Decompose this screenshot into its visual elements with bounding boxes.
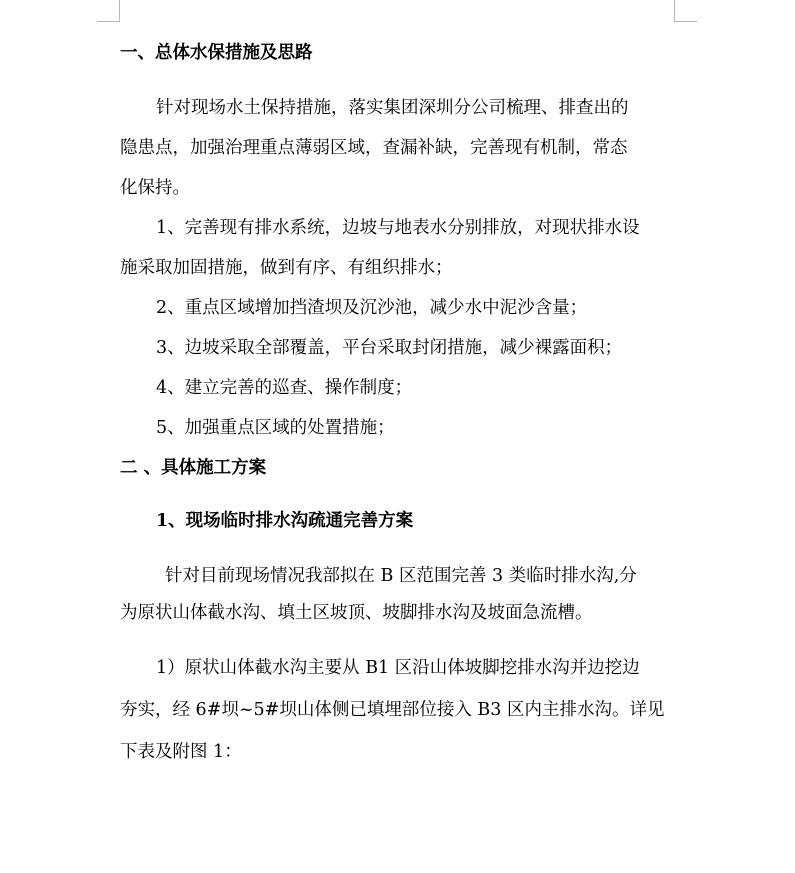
- para1-line-2: 为原状山体截水沟、填土区坡顶、坡脚排水沟及坡面急流槽。: [120, 603, 593, 623]
- subheading-drainage-plan: 1、现场临时排水沟疏通完善方案: [156, 511, 414, 531]
- list-item-4: 4、建立完善的巡查、操作制度；: [156, 378, 413, 398]
- para2-line-1: 1）原状山体截水沟主要从 B1 区沿山体坡脚挖排水沟并边挖边: [156, 658, 640, 678]
- crop-mark-top-left-horizontal: [97, 21, 119, 22]
- crop-mark-top-right-horizontal: [675, 21, 697, 22]
- para2-line-2: 夯实，经 6#坝~5#坝山体侧已填埋部位接入 B3 区内主排水沟。详见: [120, 700, 665, 720]
- intro-line-3: 化保持。: [120, 178, 190, 198]
- list-item-1-line-2: 施采取加固措施，做到有序、有组织排水；: [120, 258, 453, 278]
- list-item-2: 2、重点区域增加挡渣坝及沉沙池，减少水中泥沙含量；: [156, 298, 588, 318]
- intro-line-1: 针对现场水土保持措施，落实集团深圳分公司梳理、排查出的: [156, 98, 629, 118]
- heading-overall-measures: 一、总体水保措施及思路: [120, 43, 313, 63]
- crop-mark-top-right: [674, 0, 675, 22]
- para2-line-3: 下表及附图 1：: [120, 742, 242, 762]
- heading-construction-plan: 二 、具体施工方案: [120, 458, 267, 478]
- list-item-1-line-1: 1、完善现有排水系统，边坡与地表水分别排放，对现状排水设: [156, 218, 640, 238]
- para1-line-1: 针对目前现场情况我部拟在 B 区范围完善 3 类临时排水沟,分: [165, 566, 637, 586]
- list-item-3: 3、边坡采取全部覆盖，平台采取封闭措施，减少裸露面积；: [156, 338, 623, 358]
- list-item-5: 5、加强重点区域的处置措施；: [156, 418, 395, 438]
- intro-line-2: 隐患点，加强治理重点薄弱区域，查漏补缺，完善现有机制，常态: [120, 138, 628, 158]
- crop-mark-top-left: [119, 0, 120, 22]
